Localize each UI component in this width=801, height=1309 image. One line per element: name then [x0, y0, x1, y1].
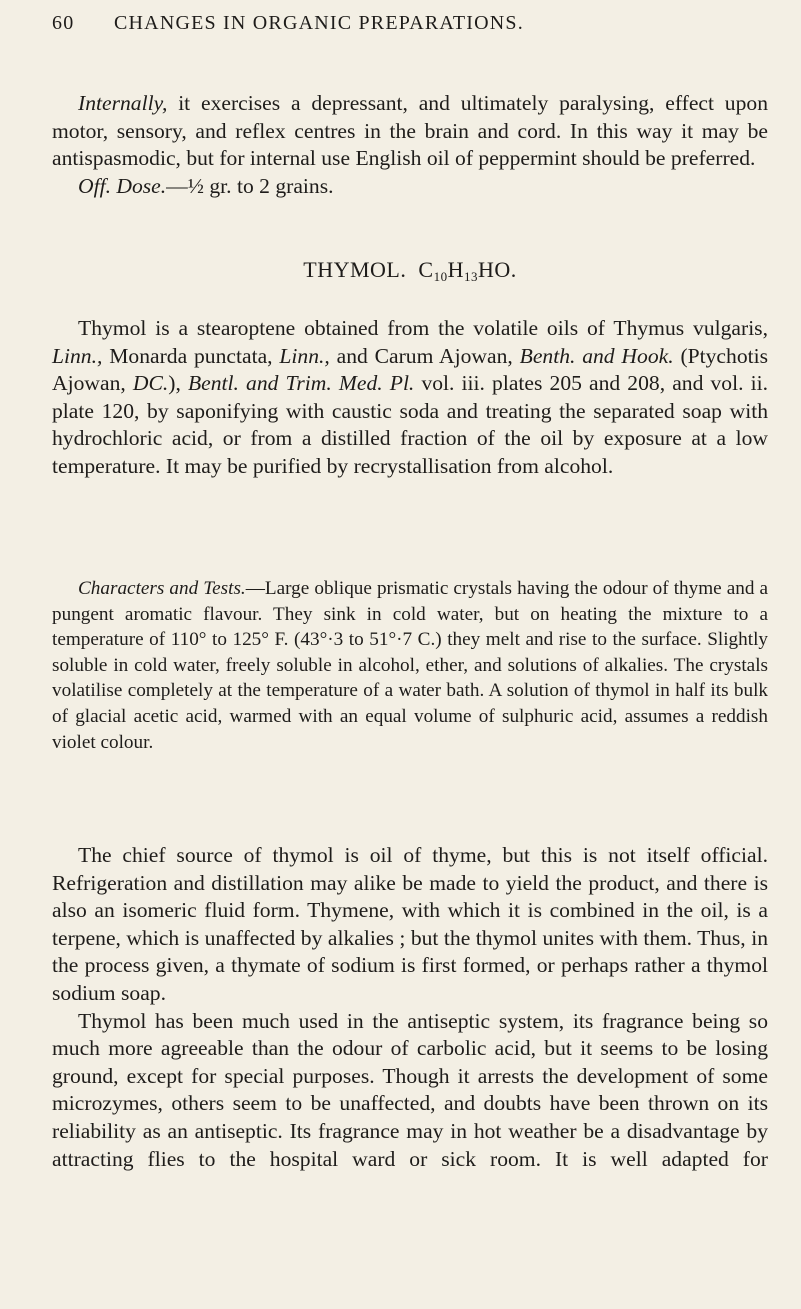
page-number: 60: [52, 12, 75, 34]
internally-paragraph: [52, 90, 768, 173]
heading-name: THYMOL.: [303, 257, 407, 282]
running-title: CHANGES IN ORGANIC PREPARATIONS.: [114, 12, 524, 34]
characters-text: —Large oblique prismatic crystals having the odour of thyme and a pungent aromatic flavour. They sink in cold water, but on heating the mixture to a temperature of 110° to 125° F. (43°·3 to 51°·7 C.) they melt and rise to the surface. Slightly soluble in cold water, freely soluble in alcohol, ether, and solutions of alkalies. The crystals volatilise completely at the temperature of a water bath. A solution of thymol in half its bulk of glacial acetic acid, warmed with an equal volume of sulphuric acid, assumes a reddish violet colour.: [52, 578, 768, 753]
section-heading: [52, 257, 768, 285]
internally-text: it exercises a depressant, and ultimately paralysing, effect upon motor, sensory, and reflex centres in the brain and cord. In this way it may be antispasmodic, but for internal use English oil of peppermint should be preferred.: [52, 91, 768, 171]
characters-paragraph: [52, 576, 768, 755]
discussion-section: [52, 842, 768, 1173]
dose-text: —½ gr. to 2 grains.: [166, 173, 334, 198]
intro-section: [52, 90, 768, 200]
source-section: [52, 315, 768, 481]
dose-label: Off. Dose.: [78, 173, 167, 198]
characters-label: Characters and Tests.: [78, 578, 246, 599]
dose-paragraph: [52, 173, 768, 201]
antiseptic-paragraph: Thymol has been much used in the antiseptic system, its fragrance being so much more agreeable than the odour of carbolic acid, but it seems to be losing ground, except for special purposes. Though it arrests the development of some microzymes, others seem to be unaffected, and doubts have been thrown on its reliability as an antiseptic. Its fragrance may in hot weather be a disadvantage by attracting flies to the hospital ward or sick room. It is well adapted for: [52, 1008, 768, 1171]
heading-formula: $C_{10}H_{13}HO$.: [418, 257, 517, 284]
running-header: [52, 12, 768, 42]
characters-section: [52, 576, 768, 755]
book-page: [52, 0, 768, 1309]
internally-label: Internally,: [78, 91, 168, 115]
source-paragraph: Thymol is a stearoptene obtained from the volatile oils of Thymus vulgaris, Linn., Monarda punctata, Linn., and Carum Ajowan, Benth. and Hook. (Ptychotis Ajowan, DC.), Bentl. and Trim. Med. Pl. vol. iii. plates 205 and 208, and vol. ii. plate 120, by saponifying with caustic soda and treating the separated soap with hydrochloric acid, or from a distilled fraction of the oil by exposure at a low temperature. It may be purified by recrystallisation from alcohol.: [52, 316, 769, 478]
chief-source-paragraph: The chief source of thymol is oil of thyme, but this is not itself official. Refrigeration and distillation may alike be made to yield the product, and there is also an isomeric fluid form. Thymene, with which it is combined in the oil, is a terpene, which is unaffected by alkalies ; but the thymol unites with them. Thus, in the process given, a thymate of sodium is first formed, or perhaps rather a thymol sodium soap.: [52, 843, 768, 1005]
